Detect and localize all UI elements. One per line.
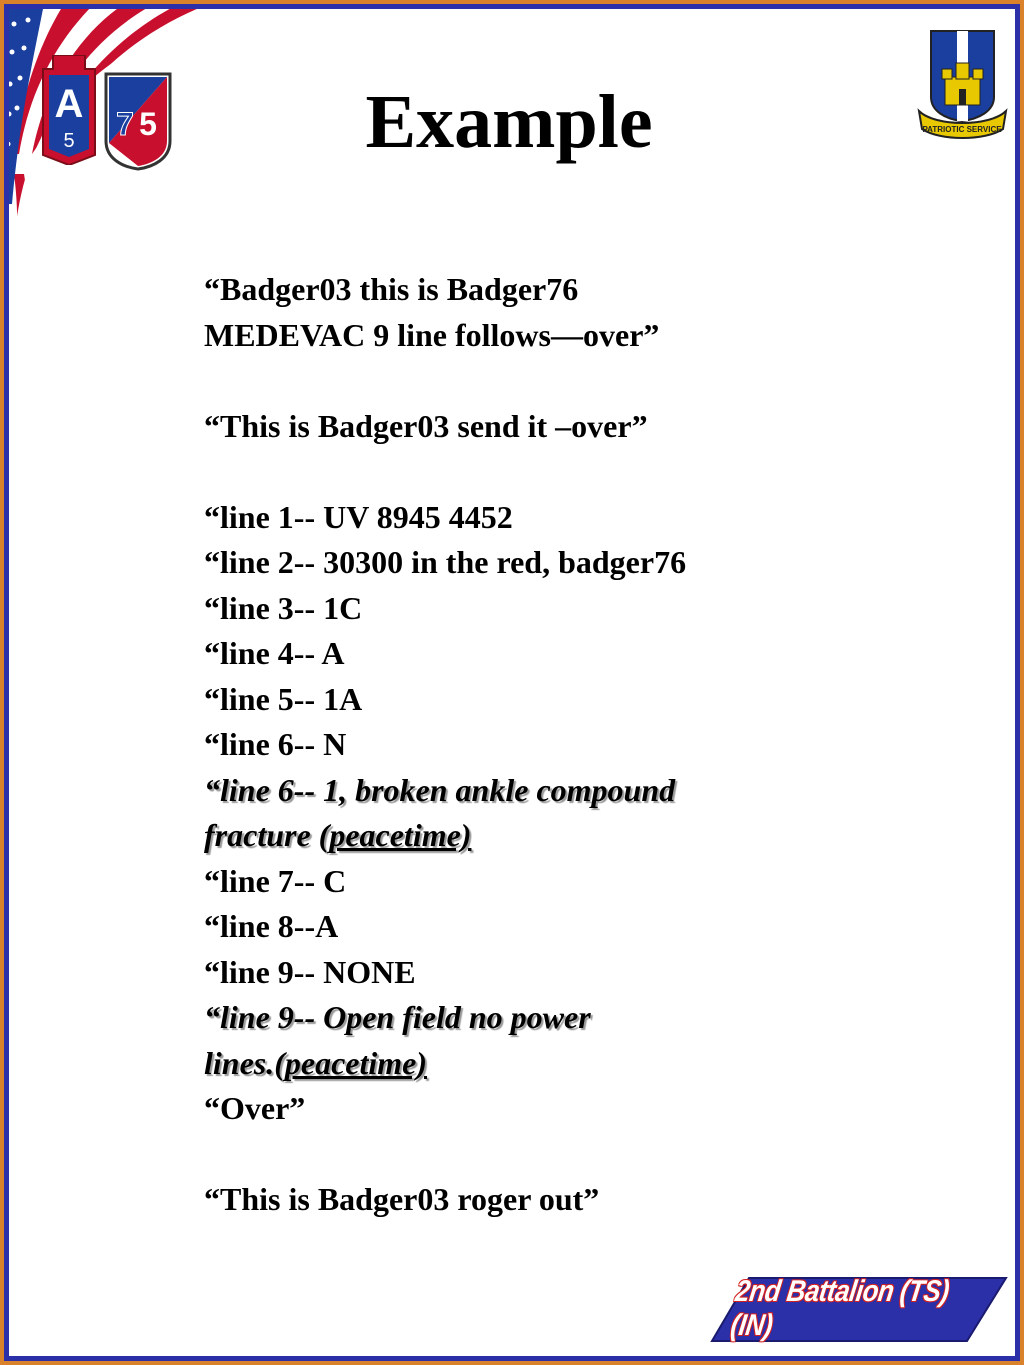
- slide-title: Example: [365, 80, 653, 164]
- body-line: “line 5-- 1A: [204, 680, 363, 717]
- body-line: MEDEVAC 9 line follows—over”: [204, 316, 660, 353]
- division-patch-digit-1: 7: [116, 106, 134, 142]
- peacetime-note-line: fracture (peacetime): [204, 817, 472, 853]
- army-patch-letter: A: [54, 82, 84, 126]
- spacer: [204, 1132, 844, 1178]
- spacer: [204, 358, 844, 404]
- footer-label: 2nd Battalion (TS) (IN): [728, 1275, 952, 1342]
- body-line: “This is Badger03 roger out”: [204, 1181, 600, 1217]
- crest-motto: PATRIOTIC SERVICE: [922, 125, 1002, 134]
- body-line: “Over”: [204, 1090, 306, 1126]
- division-patch-digit-2: 5: [139, 106, 157, 142]
- spacer: [204, 449, 844, 495]
- body-line: “This is Badger03 send it –over”: [204, 407, 648, 444]
- body-line: “line 9-- NONE: [204, 953, 416, 990]
- peacetime-note-line: “line 6-- 1, broken ankle compound: [204, 771, 676, 808]
- body-line: “line 6-- N: [204, 726, 347, 762]
- body-line: “line 1-- UV 8945 4452: [204, 498, 513, 535]
- body-line: “line 3-- 1C: [204, 589, 363, 626]
- body-line: “Badger03 this is Badger76: [204, 271, 579, 307]
- body-line: “line 2-- 30300 in the red, badger76: [204, 544, 687, 580]
- body-line: “line 4-- A: [204, 635, 345, 671]
- peacetime-tag: (peacetime): [318, 817, 472, 853]
- body-line: “line 8--A: [204, 908, 339, 944]
- army-patch-number: 5: [63, 130, 75, 152]
- peacetime-note-line: “line 9-- Open field no power: [204, 999, 591, 1035]
- peacetime-note-line: lines.(peacetime): [204, 1044, 428, 1081]
- peacetime-tag: peacetime): [284, 1044, 428, 1081]
- slide: [4, 4, 1020, 1361]
- radio-transcript: [204, 267, 844, 1223]
- body-line: “line 7-- C: [204, 862, 347, 899]
